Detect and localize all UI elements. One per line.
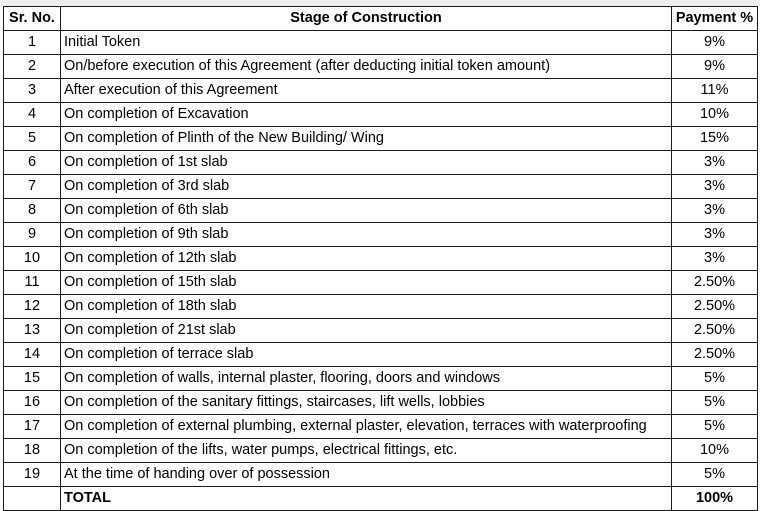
table-row bbox=[4, 55, 758, 79]
total-label: TOTAL bbox=[61, 487, 672, 511]
sr-no-cell: 12 bbox=[4, 295, 61, 319]
payment-cell: 2.50% bbox=[672, 295, 758, 319]
sr-no-cell: 3 bbox=[4, 79, 61, 103]
sr-no-cell: 9 bbox=[4, 223, 61, 247]
payment-cell: 15% bbox=[672, 127, 758, 151]
stage-cell: On completion of Plinth of the New Building/ Wing bbox=[61, 127, 672, 151]
stage-cell: On completion of Excavation bbox=[61, 103, 672, 127]
header-row bbox=[4, 7, 758, 31]
sr-no-cell: 17 bbox=[4, 415, 61, 439]
sr-no-cell: 11 bbox=[4, 271, 61, 295]
sr-no-cell: 4 bbox=[4, 103, 61, 127]
sr-no-cell: 19 bbox=[4, 463, 61, 487]
sr-no-cell: 10 bbox=[4, 247, 61, 271]
sr-no-cell: 15 bbox=[4, 367, 61, 391]
table-row bbox=[4, 295, 758, 319]
table-row bbox=[4, 151, 758, 175]
payment-cell: 10% bbox=[672, 439, 758, 463]
payment-cell: 11% bbox=[672, 79, 758, 103]
header-sr-no: Sr. No. bbox=[4, 7, 61, 31]
stage-cell: At the time of handing over of possession bbox=[61, 463, 672, 487]
stage-cell: After execution of this Agreement bbox=[61, 79, 672, 103]
payment-cell: 5% bbox=[672, 463, 758, 487]
sr-no-cell: 1 bbox=[4, 31, 61, 55]
total-row bbox=[4, 487, 758, 511]
payment-cell: 5% bbox=[672, 391, 758, 415]
stage-cell: On completion of the sanitary fittings, staircases, lift wells, lobbies bbox=[61, 391, 672, 415]
stage-cell: On completion of 12th slab bbox=[61, 247, 672, 271]
table-row bbox=[4, 103, 758, 127]
stage-cell: On completion of 1st slab bbox=[61, 151, 672, 175]
sr-no-cell: 16 bbox=[4, 391, 61, 415]
payment-cell: 9% bbox=[672, 31, 758, 55]
payment-cell: 3% bbox=[672, 151, 758, 175]
sr-no-cell: 18 bbox=[4, 439, 61, 463]
stage-cell: On completion of 6th slab bbox=[61, 199, 672, 223]
sr-no-cell: 5 bbox=[4, 127, 61, 151]
stage-cell: On completion of 18th slab bbox=[61, 295, 672, 319]
payment-cell: 2.50% bbox=[672, 319, 758, 343]
stage-cell: On completion of 3rd slab bbox=[61, 175, 672, 199]
payment-cell: 5% bbox=[672, 415, 758, 439]
payment-cell: 10% bbox=[672, 103, 758, 127]
table-row bbox=[4, 223, 758, 247]
stage-cell: On completion of the lifts, water pumps, electrical fittings, etc. bbox=[61, 439, 672, 463]
table-row bbox=[4, 319, 758, 343]
payment-cell: 2.50% bbox=[672, 343, 758, 367]
table-row bbox=[4, 79, 758, 103]
table-row bbox=[4, 127, 758, 151]
stage-cell: Initial Token bbox=[61, 31, 672, 55]
total-sr-cell bbox=[4, 487, 61, 511]
header-payment: Payment % bbox=[672, 7, 758, 31]
stage-cell: On completion of 21st slab bbox=[61, 319, 672, 343]
payment-cell: 2.50% bbox=[672, 271, 758, 295]
stage-cell: On completion of 9th slab bbox=[61, 223, 672, 247]
table-row bbox=[4, 247, 758, 271]
table-row bbox=[4, 463, 758, 487]
stage-cell: On/before execution of this Agreement (after deducting initial token amount) bbox=[61, 55, 672, 79]
sr-no-cell: 14 bbox=[4, 343, 61, 367]
payment-cell: 3% bbox=[672, 175, 758, 199]
sr-no-cell: 7 bbox=[4, 175, 61, 199]
stage-cell: On completion of 15th slab bbox=[61, 271, 672, 295]
payment-cell: 5% bbox=[672, 367, 758, 391]
table-row bbox=[4, 271, 758, 295]
table-row bbox=[4, 367, 758, 391]
payment-cell: 3% bbox=[672, 199, 758, 223]
total-payment: 100% bbox=[672, 487, 758, 511]
sr-no-cell: 8 bbox=[4, 199, 61, 223]
table-row bbox=[4, 415, 758, 439]
sr-no-cell: 2 bbox=[4, 55, 61, 79]
table-row bbox=[4, 175, 758, 199]
stage-cell: On completion of walls, internal plaster, flooring, doors and windows bbox=[61, 367, 672, 391]
table-row bbox=[4, 199, 758, 223]
payment-cell: 3% bbox=[672, 247, 758, 271]
table-row bbox=[4, 31, 758, 55]
table-row bbox=[4, 439, 758, 463]
table-row bbox=[4, 343, 758, 367]
payment-schedule-table bbox=[3, 6, 758, 511]
stage-cell: On completion of terrace slab bbox=[61, 343, 672, 367]
stage-cell: On completion of external plumbing, external plaster, elevation, terraces with waterproofing bbox=[61, 415, 672, 439]
header-stage: Stage of Construction bbox=[61, 7, 672, 31]
payment-cell: 9% bbox=[672, 55, 758, 79]
sr-no-cell: 13 bbox=[4, 319, 61, 343]
table-row bbox=[4, 391, 758, 415]
payment-cell: 3% bbox=[672, 223, 758, 247]
sr-no-cell: 6 bbox=[4, 151, 61, 175]
